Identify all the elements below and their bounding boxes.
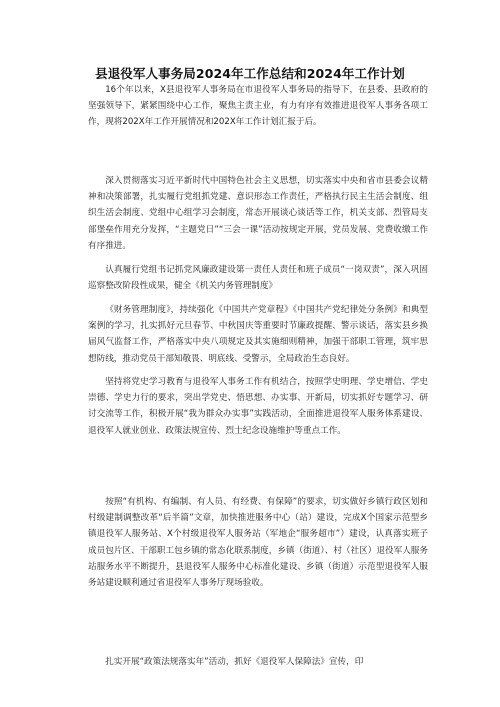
document-title: 县退役军人事务局2024年工作总结和2024年工作计划: [95, 66, 405, 81]
paragraph-policy-year: 扎实开展“政策法规落实年”活动，抓好《退役军人保障法》宣传，印: [105, 657, 364, 667]
paragraph-clean-governance: 认真履行党组书记抓党风廉政建设第一责任人责任和班子成员“一岗双责”，深入巩固巡察整改阶段性成果，健全《机关内务管理制度》: [88, 265, 428, 292]
paragraph-party-history: 坚持将党史学习教育与退役军人事务工作有机结合，按照学史明理、学史增信、学史崇德、学史力行的要求，突出学党史、悟思想、办实事、开新局，切实抓好专题学习、研讨交流等工作，积极开展“我为群众办实事”实践活动，全面推进退役军人服务体系建设、退役军人就业创业、政策法规宣传、烈士纪念设施维护等重点工作。: [88, 377, 428, 436]
paragraph-discipline-study: 《财务管理制度》，持续强化《中国共产党章程》《中国共产党纪律处分条例》和典型案例的学习，扎实抓好元旦春节、中秋国庆等重要时节廉政提醒、警示谈话，落实县乡换届风气监督工作，严格落实中央八项规定及其实施细则精神，加强干部职工管理，筑牢思想防线，推动党员干部知敬畏、明底线、受警示，全局政治生态良好。: [88, 305, 428, 364]
paragraph-party-building: 深入贯彻落实习近平新时代中国特色社会主义思想，切实落实中央和省市县委会议精神和决策部署，扎实履行党组抓党建、意识形态工作责任，严格执行民主生活会制度、组织生活会制度、党组中心组学习会制度，常态开展谈心谈话等工作，机关支部、烈管局支部堡垒作用充分发挥，“主题党日”“三会一课”活动按规定开展，党员发展、党费收缴工作有序推进。: [88, 176, 428, 251]
paragraph-intro: 16个年以来，X县退役军人事务局在市退役军人事务局的指导下，在县委、县政府的坚强领导下，紧紧围绕中心工作，聚焦主责主业，有力有序有效推进退役军人事务各项工作，现将202X年工作开展情况和202X年工作计划汇报于后。: [88, 85, 428, 128]
paragraph-service-system: 按照“有机构、有编制、有人员、有经费、有保障”的要求，切实做好乡镇行政区划和村级建制调整改革“后半篇”文章，加快推进服务中心（站）建设，完成X个国家示范型乡镇退役军人服务站、X个村级退役军人服务站（军地企“服务超市”）建设，认真落实班子成员包片区、干部职工包乡镇的常态化联系制度，乡镇（街道）、村（社区）退役军人服务站服务水平不断提升，县退役军人服务中心标准化建设、乡镇（街道）示范型退役军人服务站建设顺利通过省退役军人事务厅现场验收。: [88, 497, 428, 589]
